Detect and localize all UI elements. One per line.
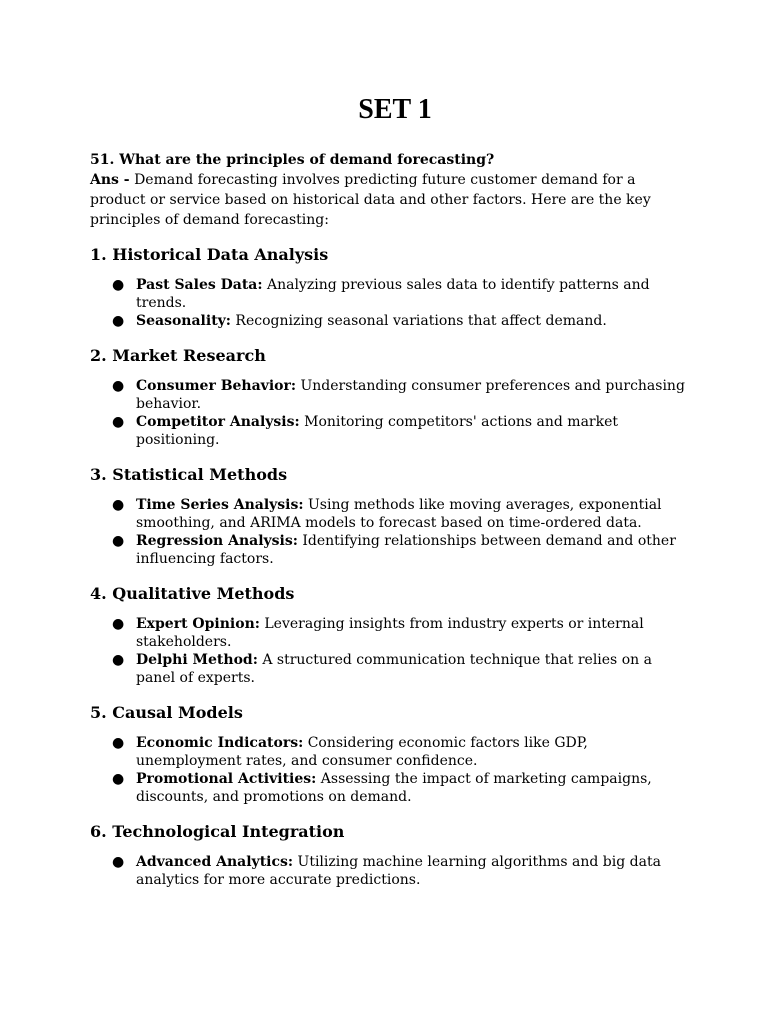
list-item xyxy=(90,770,690,806)
bullet-list xyxy=(90,853,690,889)
item-description: Understanding consumer preferences and purchasing behavior. xyxy=(136,378,685,412)
list-item xyxy=(90,532,690,568)
item-term: Regression Analysis: xyxy=(136,533,298,549)
bullet-list xyxy=(90,615,690,687)
item-description: Identifying relationships between demand and other influencing factors. xyxy=(136,533,676,567)
item-description: Considering economic factors like GDP, unemployment rates, and consumer confidence. xyxy=(136,735,588,769)
question-text: 51. What are the principles of demand forecasting? xyxy=(90,152,495,168)
item-description: Using methods like moving averages, exponential smoothing, and ARIMA models to forecast based on time-ordered data. xyxy=(136,497,662,531)
item-term: Consumer Behavior: xyxy=(136,378,297,394)
section-5 xyxy=(90,702,690,806)
answer-label: Ans - xyxy=(90,172,130,188)
bullet-icon: ● xyxy=(112,771,125,787)
bullet-list xyxy=(90,276,690,330)
item-description: Leveraging insights from industry experts or internal stakeholders. xyxy=(136,616,644,650)
item-term: Seasonality: xyxy=(136,313,231,329)
page-title: SET 1 xyxy=(358,94,432,125)
list-item xyxy=(90,413,690,449)
list-item xyxy=(90,496,690,532)
item-term: Delphi Method: xyxy=(136,652,258,668)
bullet-icon: ● xyxy=(112,735,125,751)
bullet-icon: ● xyxy=(112,414,125,430)
list-item xyxy=(90,312,690,330)
section-heading: 1. Historical Data Analysis xyxy=(90,245,329,264)
bullet-icon: ● xyxy=(112,277,125,293)
item-description: Monitoring competitors' actions and market positioning. xyxy=(136,414,619,448)
bullet-list xyxy=(90,734,690,806)
list-item xyxy=(90,853,690,889)
item-term: Competitor Analysis: xyxy=(136,414,300,430)
list-item xyxy=(90,734,690,770)
list-item xyxy=(90,615,690,651)
bullet-icon: ● xyxy=(112,616,125,632)
section-heading: 4. Qualitative Methods xyxy=(90,584,295,603)
section-heading: 5. Causal Models xyxy=(90,703,243,722)
section-4 xyxy=(90,583,690,687)
item-description: Recognizing seasonal variations that affect demand. xyxy=(235,313,607,329)
sections-container xyxy=(90,244,690,889)
bullet-icon: ● xyxy=(112,533,125,549)
item-term: Economic Indicators: xyxy=(136,735,304,751)
bullet-list xyxy=(90,377,690,449)
item-term: Promotional Activities: xyxy=(136,771,317,787)
list-item xyxy=(90,276,690,312)
item-description: Assessing the impact of marketing campaigns, discounts, and promotions on demand. xyxy=(136,771,652,805)
section-6 xyxy=(90,821,690,889)
list-item xyxy=(90,651,690,687)
bullet-icon: ● xyxy=(112,313,125,329)
section-3 xyxy=(90,464,690,568)
item-term: Past Sales Data: xyxy=(136,277,263,293)
item-term: Advanced Analytics: xyxy=(136,854,294,870)
document-page xyxy=(90,92,690,904)
bullet-icon: ● xyxy=(112,854,125,870)
list-item xyxy=(90,377,690,413)
section-1 xyxy=(90,244,690,330)
section-heading: 6. Technological Integration xyxy=(90,822,345,841)
item-description: Utilizing machine learning algorithms and big data analytics for more accurate predictions. xyxy=(136,854,661,888)
section-heading: 3. Statistical Methods xyxy=(90,465,288,484)
item-term: Time Series Analysis: xyxy=(136,497,304,513)
item-description: A structured communication technique that relies on a panel of experts. xyxy=(136,652,652,686)
section-heading: 2. Market Research xyxy=(90,346,266,365)
answer-text: Demand forecasting involves predicting future customer demand for a product or service based on historical data and other factors. Here are the key principles of demand forecasting: xyxy=(90,172,651,228)
item-term: Expert Opinion: xyxy=(136,616,260,632)
item-description: Analyzing previous sales data to identify patterns and trends. xyxy=(136,277,650,311)
bullet-list xyxy=(90,496,690,568)
bullet-icon: ● xyxy=(112,497,125,513)
answer-paragraph xyxy=(90,170,690,230)
bullet-icon: ● xyxy=(112,378,125,394)
section-2 xyxy=(90,345,690,449)
bullet-icon: ● xyxy=(112,652,125,668)
